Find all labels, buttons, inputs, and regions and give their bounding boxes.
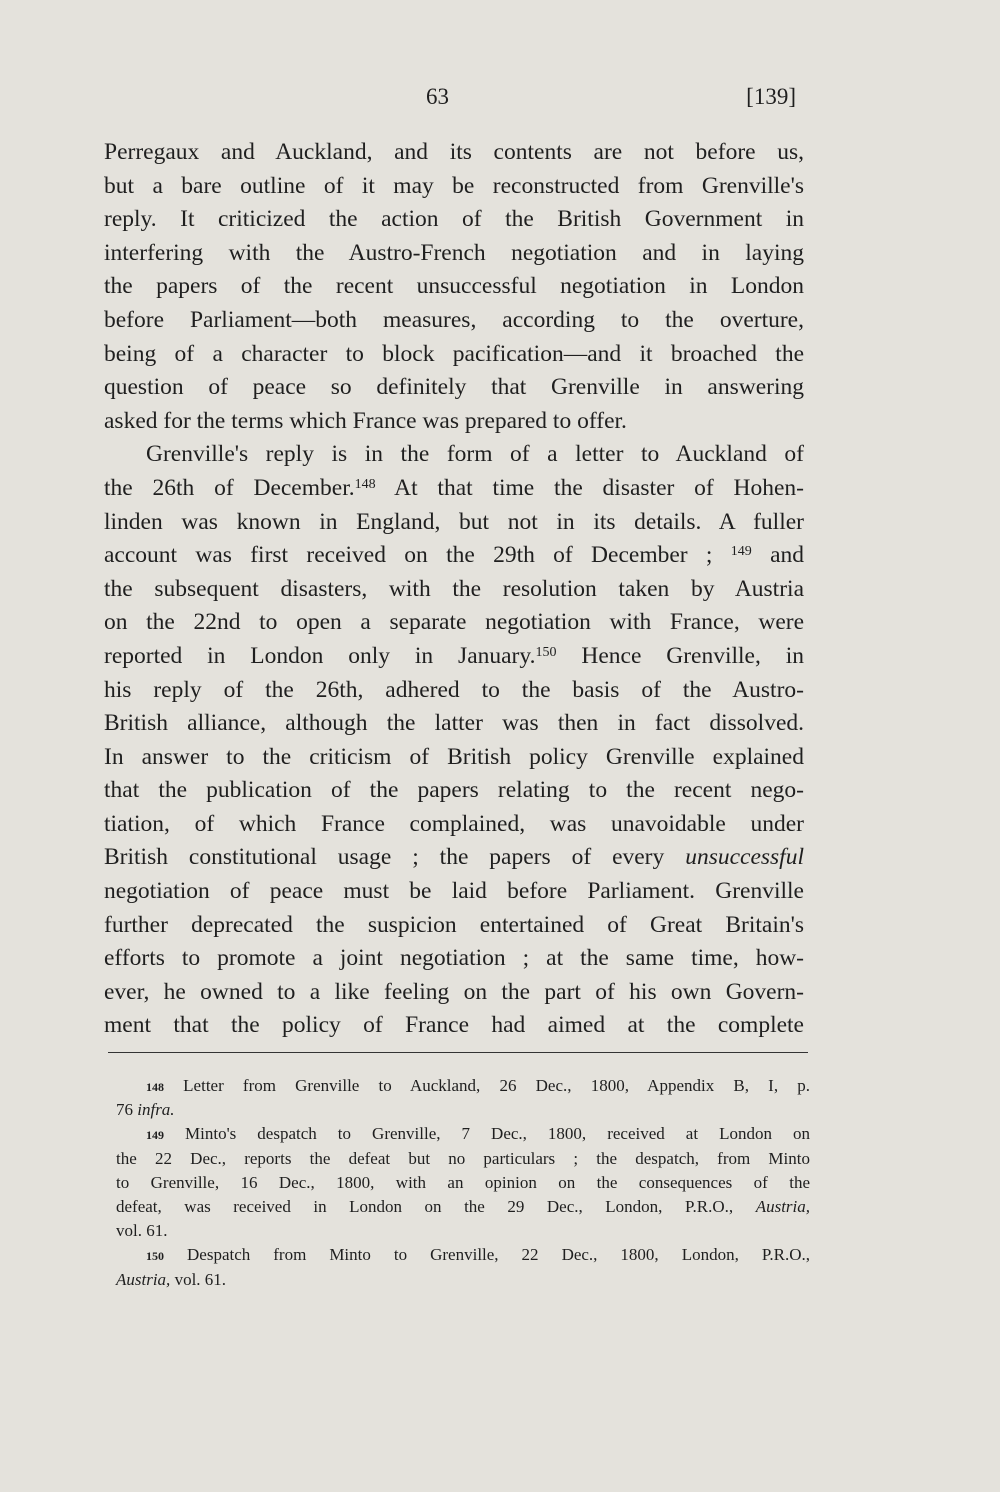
text-line (104, 841, 804, 875)
text-line: the subsequent disasters, with the resolution taken by Austria (104, 575, 804, 602)
text-line (104, 539, 804, 573)
footnote-italic: Austria, (116, 1269, 171, 1289)
text-line: question of peace so definitely that Grenville in answering (104, 374, 804, 401)
text-line: efforts to promote a joint negotiation ; at the same time, how- (104, 945, 804, 972)
footnote-ref-149: 149 (730, 544, 752, 560)
text-line: In answer to the criticism of British policy Grenville explained (104, 743, 804, 770)
footnote-text: defeat, was received in London on the 29 Dec., London, P.R.O., (116, 1196, 734, 1216)
text-line: further deprecated the suspicion entertained of Great Britain's (104, 911, 804, 938)
text-segment: the 26th of December. (104, 474, 355, 501)
footnote-text: Letter from Grenville to Auckland, 26 Dec., 1800, Appendix B, I, p. (183, 1076, 810, 1095)
text-line: ment that the policy of France had aimed at the complete (104, 1012, 804, 1039)
text-line: the papers of the recent unsuccessful negotiation in London (104, 273, 804, 300)
text-line: negotiation of peace must be laid before Parliament. Grenville (104, 878, 804, 905)
italic-emphasis: unsuccessful (685, 844, 804, 871)
footnotes (116, 1074, 810, 1292)
footnote-line (116, 1195, 810, 1219)
footnote-148 (116, 1074, 810, 1098)
text-line: Perregaux and Auckland, and its contents are not before us, (104, 139, 804, 165)
footnote-text: Despatch from Minto to Grenville, 22 Dec., 1800, London, P.R.O., (187, 1245, 811, 1265)
text-segment: account was first received on the 29th of December ; (104, 542, 713, 569)
text-line: reply. It criticized the action of the British Government in (104, 206, 804, 233)
footnote-text: 76 (116, 1100, 133, 1120)
footnote-text: vol. 61. (174, 1269, 227, 1289)
text-line: his reply of the 26th, adhered to the basis of the Austro- (104, 676, 804, 703)
text-segment: Hence Grenville, in (581, 642, 804, 669)
text-line: Grenville's reply is in the form of a letter to Auckland of (146, 441, 804, 468)
footnote-line (116, 1268, 810, 1292)
text-line (104, 640, 804, 674)
text-line: asked for the terms which France was prepared to offer. (104, 407, 627, 434)
text-line: British alliance, although the latter was then in fact dissolved. (104, 710, 804, 737)
bracket-page-number: [139] (746, 84, 796, 109)
footnote-number: 148 (146, 1080, 164, 1094)
text-line: ever, he owned to a like feeling on the part of his own Govern- (104, 978, 804, 1005)
text-line: on the 22nd to open a separate negotiation with France, were (104, 609, 804, 636)
footnote-line: the 22 Dec., reports the defeat but no particulars ; the despatch, from Minto (116, 1148, 810, 1168)
text-line: tiation, of which France complained, was unavoidable under (104, 810, 804, 837)
text-line: being of a character to block pacification—and it broached the (104, 340, 804, 367)
footnote-150 (116, 1243, 810, 1267)
footnote-ref-150: 150 (535, 644, 557, 660)
text-line: interfering with the Austro-French negotiation and in laying (104, 239, 804, 266)
main-text (104, 136, 804, 1043)
footnote-italic: infra. (137, 1100, 175, 1120)
footnote-line: vol. 61. (116, 1221, 168, 1241)
text-line: before Parliament—both measures, according to the overture, (104, 306, 804, 333)
text-segment: reported in London only in January. (104, 642, 536, 669)
text-segment: At that time the disaster of Hohen- (394, 474, 804, 501)
footnote-text: Minto's despatch to Grenville, 7 Dec., 1800, received at London on (185, 1124, 810, 1144)
text-line: linden was known in England, but not in its details. A fuller (104, 508, 804, 535)
footnote-149 (116, 1122, 810, 1146)
footnote-divider (108, 1052, 808, 1053)
text-line: but a bare outline of it may be reconstructed from Grenville's (104, 172, 804, 199)
text-line (104, 472, 804, 506)
footnote-number: 149 (146, 1128, 164, 1143)
footnote-ref-148: 148 (354, 476, 376, 492)
footnote-line (116, 1098, 810, 1122)
text-segment: and (770, 542, 804, 569)
footnote-line: to Grenville, 16 Dec., 1800, with an opinion on the consequences of the (116, 1172, 810, 1192)
text-line: that the publication of the papers relating to the recent nego- (104, 777, 804, 804)
footnote-number: 150 (146, 1249, 164, 1264)
footnote-italic: Austria, (755, 1196, 810, 1216)
text-segment: British constitutional usage ; the papers of every (104, 844, 665, 871)
page-header (0, 84, 1000, 120)
page-number: 63 (426, 84, 449, 109)
